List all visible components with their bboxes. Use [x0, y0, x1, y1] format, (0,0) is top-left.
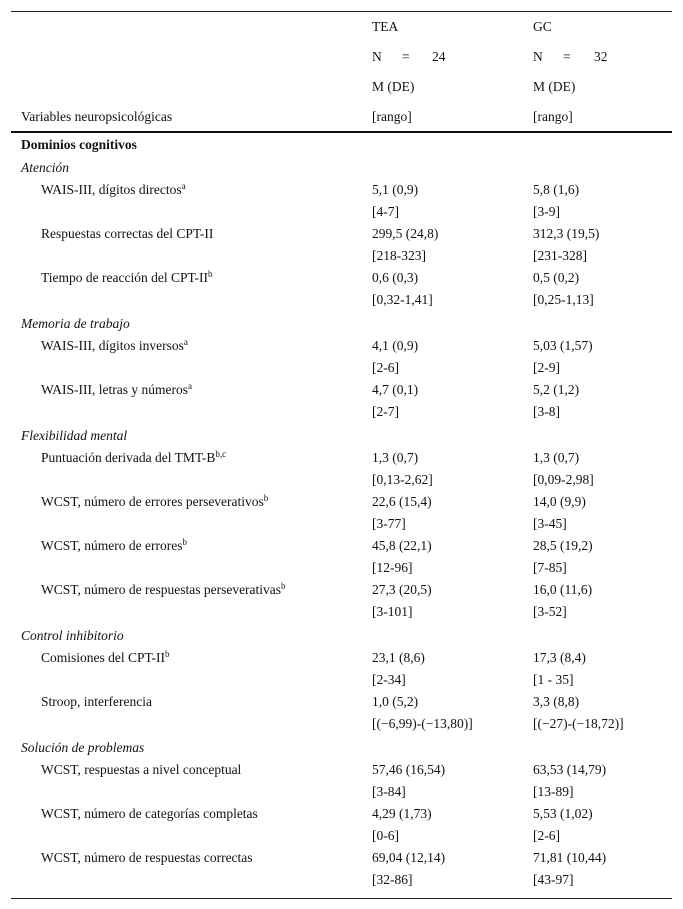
section-title: Flexibilidad mental [21, 428, 128, 443]
row-label-text: WCST, número de errores perseverativos [41, 494, 264, 509]
gc-mean-sd: 1,3 (0,7) [533, 450, 580, 465]
footnote-marker: b [281, 581, 286, 591]
row-label [41, 805, 258, 823]
table-row [11, 225, 672, 263]
eq-b: = [563, 49, 571, 64]
row-label-text: WAIS-III, dígitos directos [41, 182, 182, 197]
gc-range: [3-45] [533, 516, 567, 531]
gc-range: [0,25-1,13] [533, 292, 594, 307]
tea-mean-sd: 57,46 (16,54) [372, 762, 446, 777]
table-row [11, 805, 672, 843]
table-top-rule [11, 11, 672, 12]
row-label [41, 181, 186, 199]
tea-range: [4-7] [372, 204, 399, 219]
range-label-a: [rango] [372, 109, 412, 124]
gc-range: [3-9] [533, 204, 560, 219]
row-label-text: Respuestas correctas del CPT-II [41, 226, 214, 241]
gc-mean-sd: 5,53 (1,02) [533, 806, 593, 821]
tea-mean-sd: 4,29 (1,73) [372, 806, 432, 821]
gc-mean-sd: 14,0 (9,9) [533, 494, 586, 509]
tea-range: [(−6,99)-(−13,80)] [372, 716, 473, 731]
stat-label-b: M (DE) [533, 79, 576, 94]
table-row [11, 649, 672, 687]
header-rule [11, 131, 672, 133]
tea-range: [32-86] [372, 872, 413, 887]
tea-mean-sd: 45,8 (22,1) [372, 538, 432, 553]
tea-mean-sd: 4,7 (0,1) [372, 382, 419, 397]
group-b-header: GC [533, 19, 552, 34]
table-row [11, 269, 672, 307]
row-label [41, 381, 192, 399]
table-row [11, 181, 672, 219]
table-row [11, 449, 672, 487]
table-row [11, 581, 672, 619]
gc-range: [(−27)-(−18,72)] [533, 716, 624, 731]
footnote-marker: a [183, 337, 188, 347]
row-label [41, 449, 226, 467]
gc-range: [43-97] [533, 872, 574, 887]
gc-mean-sd: 5,8 (1,6) [533, 182, 580, 197]
row-label-text: WCST, número de respuestas perseverativas [41, 582, 282, 597]
gc-mean-sd: 17,3 (8,4) [533, 650, 586, 665]
row-label-text: Comisiones del CPT-II [41, 650, 166, 665]
row-label-text: WCST, número de errores [41, 538, 183, 553]
tea-mean-sd: 27,3 (20,5) [372, 582, 432, 597]
tea-mean-sd: 5,1 (0,9) [372, 182, 419, 197]
row-label-text: WAIS-III, letras y números [41, 382, 188, 397]
gc-range: [2-6] [533, 828, 560, 843]
tea-mean-sd: 0,6 (0,3) [372, 270, 419, 285]
row-label [41, 493, 268, 511]
row-label [41, 693, 152, 711]
table-row [11, 849, 672, 887]
table-row [11, 537, 672, 575]
gc-mean-sd: 63,53 (14,79) [533, 762, 607, 777]
tea-range: [2-7] [372, 404, 399, 419]
variables-header: Variables neuropsicológicas [21, 109, 173, 124]
section-title: Solución de problemas [21, 740, 145, 755]
row-label [41, 761, 241, 779]
footnote-marker: b [165, 649, 170, 659]
domain-title: Dominios cognitivos [21, 137, 137, 152]
tea-range: [2-34] [372, 672, 406, 687]
eq-a: = [402, 49, 410, 64]
range-label-b: [rango] [533, 109, 573, 124]
row-label [41, 537, 187, 555]
row-label [41, 337, 188, 355]
stat-label-a: M (DE) [372, 79, 415, 94]
tea-range: [0,13-2,62] [372, 472, 433, 487]
row-label-text: Puntuación derivada del TMT-B [41, 450, 216, 465]
n-label-a: N [372, 49, 382, 64]
gc-range: [7-85] [533, 560, 567, 575]
row-label-text: WCST, número de categorías completas [41, 806, 258, 821]
tea-mean-sd: 22,6 (15,4) [372, 494, 432, 509]
tea-mean-sd: 4,1 (0,9) [372, 338, 419, 353]
table-row [11, 381, 672, 419]
gc-range: [1 - 35] [533, 672, 574, 687]
gc-mean-sd: 16,0 (11,6) [533, 582, 593, 597]
tea-mean-sd: 1,0 (5,2) [372, 694, 419, 709]
footnote-marker: b [182, 537, 187, 547]
table-row [11, 493, 672, 531]
tea-range: [2-6] [372, 360, 399, 375]
table-bottom-rule [11, 898, 672, 899]
section-title: Control inhibitorio [21, 628, 124, 643]
row-label [41, 849, 253, 867]
n-value-b: 32 [594, 49, 608, 64]
row-label [41, 649, 170, 667]
table-row [11, 337, 672, 375]
tea-mean-sd: 1,3 (0,7) [372, 450, 419, 465]
tea-range: [12-96] [372, 560, 413, 575]
n-value-a: 24 [432, 49, 446, 64]
tea-range: [0-6] [372, 828, 399, 843]
tea-range: [0,32-1,41] [372, 292, 433, 307]
row-label [41, 581, 286, 599]
row-label-text: WCST, respuestas a nivel conceptual [41, 762, 242, 777]
footnote-marker: b,c [215, 449, 227, 459]
gc-range: [0,09-2,98] [533, 472, 594, 487]
tea-range: [3-84] [372, 784, 406, 799]
tea-range: [3-101] [372, 604, 413, 619]
group-a-header: TEA [372, 19, 399, 34]
tea-mean-sd: 23,1 (8,6) [372, 650, 425, 665]
row-label [41, 269, 212, 287]
row-label-text: WAIS-III, dígitos inversos [41, 338, 184, 353]
footnote-marker: b [207, 269, 213, 279]
section-title: Atención [21, 160, 69, 175]
gc-range: [2-9] [533, 360, 560, 375]
gc-mean-sd: 3,3 (8,8) [533, 694, 580, 709]
gc-mean-sd: 312,3 (19,5) [533, 226, 600, 241]
gc-range: [3-52] [533, 604, 567, 619]
footnote-marker: b [263, 493, 269, 503]
row-label-text: Stroop, interferencia [41, 694, 152, 709]
gc-mean-sd: 0,5 (0,2) [533, 270, 580, 285]
gc-mean-sd: 28,5 (19,2) [533, 538, 593, 553]
tea-mean-sd: 299,5 (24,8) [372, 226, 439, 241]
table-row [11, 761, 672, 799]
table-row [11, 693, 672, 731]
section-title: Memoria de trabajo [21, 316, 130, 331]
tea-range: [218-323] [372, 248, 426, 263]
row-label-text: Tiempo de reacción del CPT-II [41, 270, 208, 285]
footnote-marker: a [187, 381, 192, 391]
tea-range: [3-77] [372, 516, 406, 531]
gc-range: [3-8] [533, 404, 560, 419]
gc-range: [231-328] [533, 248, 587, 263]
gc-mean-sd: 71,81 (10,44) [533, 850, 607, 865]
row-label-text: WCST, número de respuestas correctas [41, 850, 253, 865]
row-label [41, 225, 213, 243]
n-label-b: N [533, 49, 543, 64]
gc-mean-sd: 5,2 (1,2) [533, 382, 580, 397]
tea-mean-sd: 69,04 (12,14) [372, 850, 446, 865]
gc-mean-sd: 5,03 (1,57) [533, 338, 593, 353]
footnote-marker: a [181, 181, 186, 191]
gc-range: [13-89] [533, 784, 574, 799]
